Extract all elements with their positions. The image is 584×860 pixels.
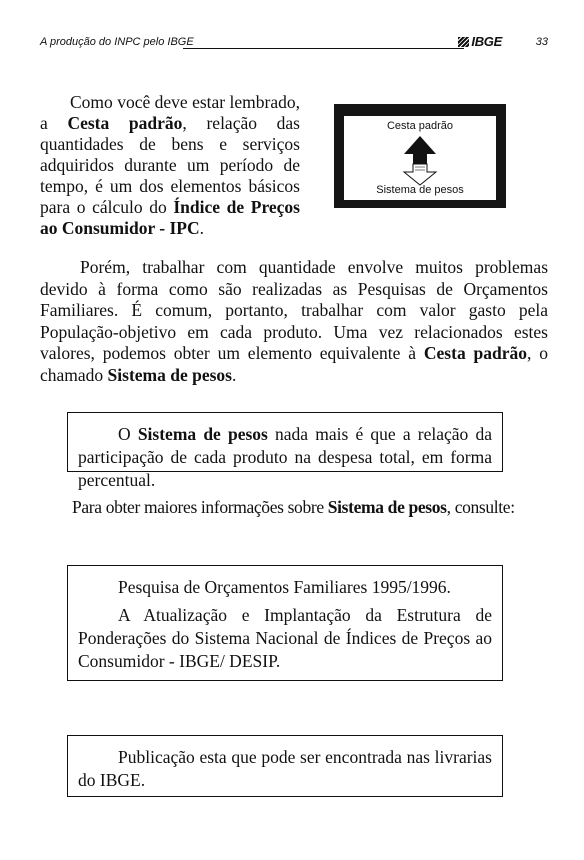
page-number: 33 [535,36,548,48]
definition-text-2: nada mais é que a relação da participação de cada produto na despesa total, em forma percentual. [78,424,492,490]
running-title: A produção do INPC pelo IBGE [40,36,194,48]
intro-bold-cesta: Cesta padrão [67,113,183,133]
running-header [40,36,548,52]
reference-2 [78,604,492,673]
cesta-sistema-diagram [334,104,506,208]
reference-1-text: Pesquisa de Orçamentos Familiares 1995/1996. [118,577,451,597]
note-text [78,746,492,792]
definition-box [67,412,503,490]
p2-bold-sistema: Sistema de pesos [107,364,232,385]
p2-bold-cesta: Cesta padrão [423,343,528,363]
consult-bold: Sistema de pesos [327,497,447,517]
references-box [67,565,503,681]
ibge-logo [458,34,502,49]
exchange-arrows [394,134,446,186]
intro-text-2: , relação das quantidades de bens e serviços adquiridos durante um período de tempo, é um dos elementos básicos para o cálculo do [40,113,300,217]
consult-line [72,497,515,518]
intro-paragraph [40,92,300,239]
ibge-logo-mark-icon [458,37,469,47]
consult-text-1: Para obter maiores informações sobre [72,497,328,517]
header-rule [183,48,464,49]
diagram-panel [344,116,496,200]
up-arrow-icon [404,136,436,164]
definition-text [78,423,492,492]
note-box [67,735,503,797]
diagram-bottom-label: Sistema de pesos [376,184,464,196]
definition-text-1: O [118,424,138,444]
diagram-top-label: Cesta padrão [386,120,454,132]
p2-text-2: , o chamado [40,343,549,385]
note-text-content: Publicação esta que pode ser encontrada nas livrarias do IBGE. [78,747,492,790]
definition-bold: Sistema de pesos [137,424,268,444]
intro-text-1: Como você deve estar lembrado, a [40,92,300,133]
ibge-logo-text: IBGE [471,34,502,49]
p2-text-3: . [232,364,237,385]
intro-bold-ipc: Índice de Preços ao Consumidor - IPC [40,197,300,238]
down-arrow-icon [404,164,436,185]
consult-text-2: , consulte: [446,497,515,517]
reference-1 [78,576,492,599]
body-paragraph-2 [40,257,548,386]
reference-2-text: A Atualização e Implantação da Estrutura de Ponderações do Sistema Nacional de Índices de Preços ao Consumidor - IBGE/ DESIP. [78,605,492,671]
intro-text-3: . [199,218,205,238]
p2-text-1: Porém, trabalhar com quantidade envolve muitos problemas devido à forma como são realizadas as Pesquisas de Orçamentos Familiares. É comum, portanto, trabalhar com valor gasto pela População-objetivo em cada produto. Uma vez relacionados estes valores, podemos obter um elemento equivalente à [40,257,548,363]
